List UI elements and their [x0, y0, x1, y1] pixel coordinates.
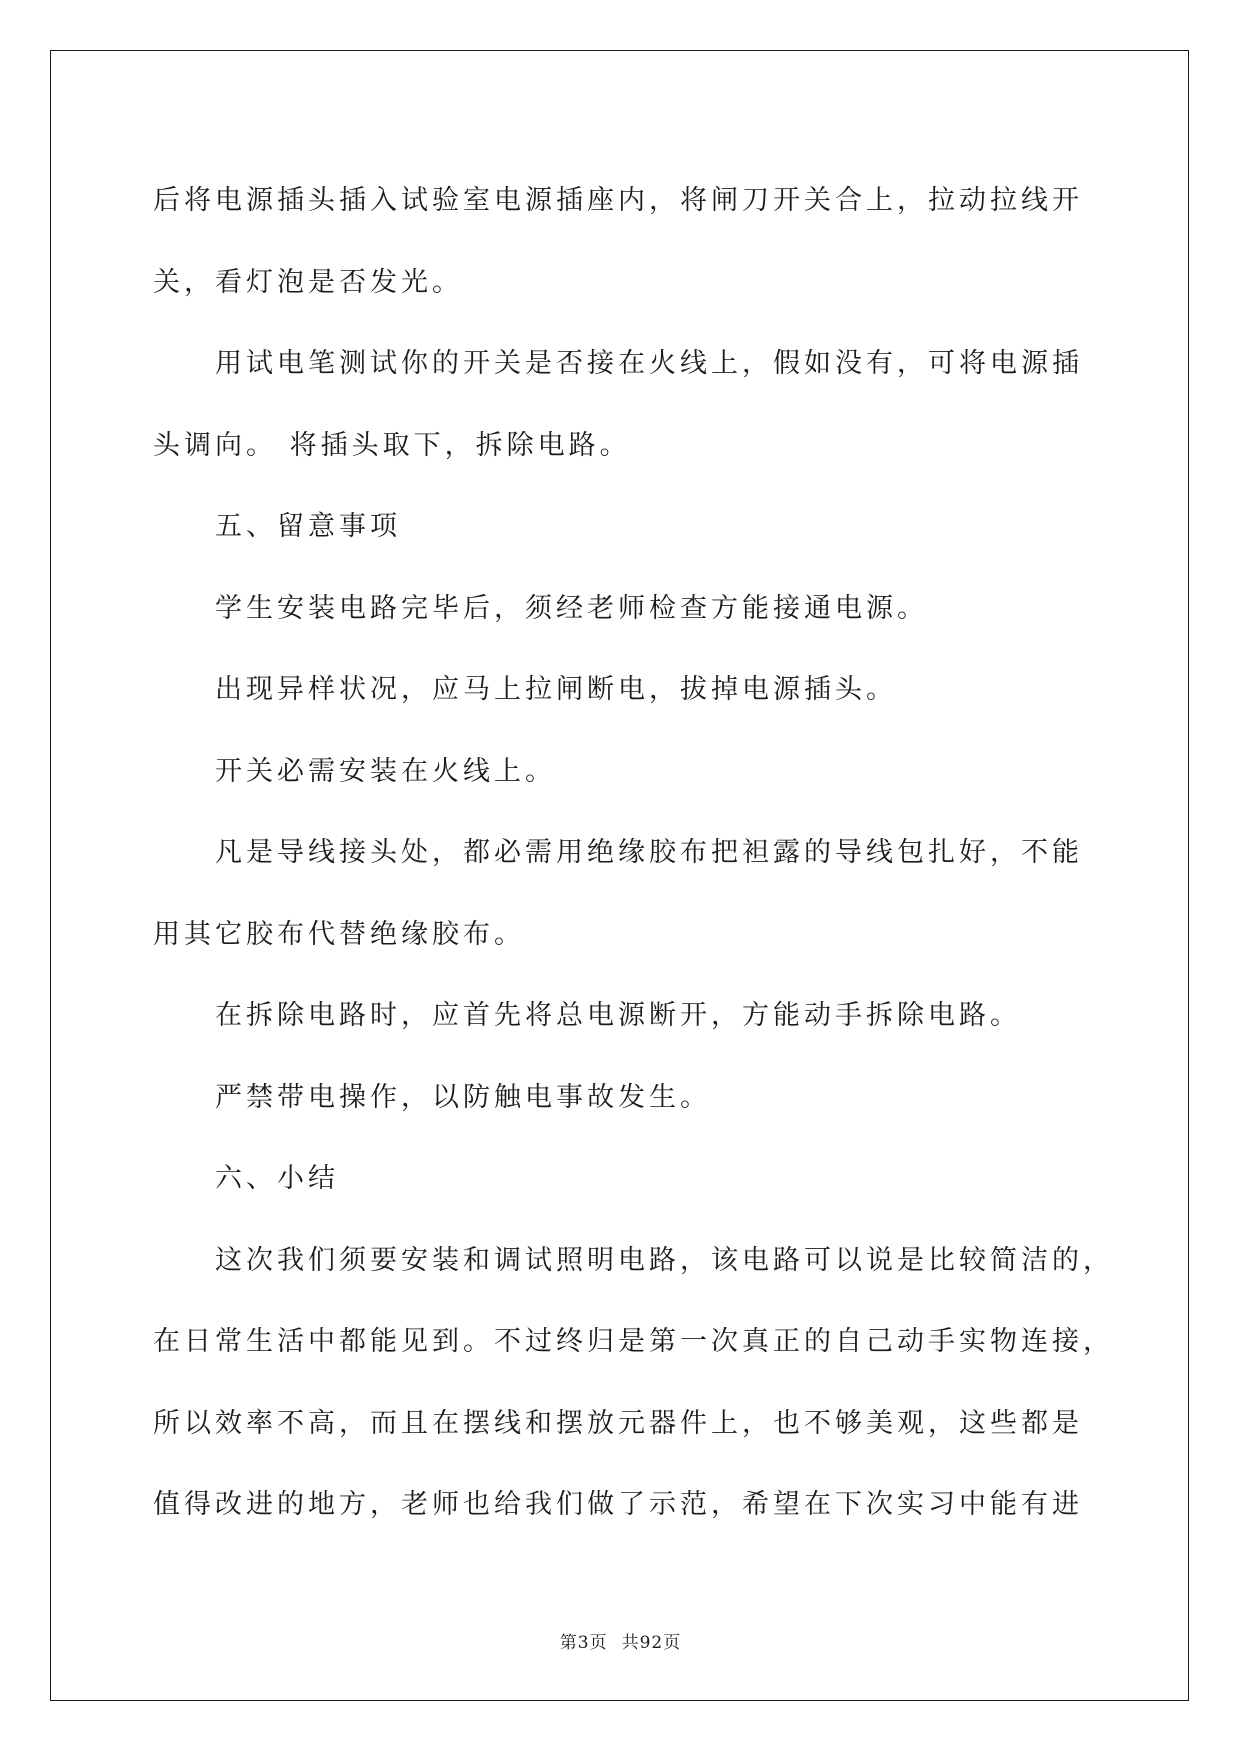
text-line: 学生安装电路完毕后，须经老师检查方能接通电源。	[215, 592, 928, 624]
section-heading: 五、留意事项	[215, 511, 401, 542]
text-line: 出现异样状况，应马上拉闸断电，拔掉电源插头。	[215, 674, 897, 705]
text-line: 这次我们须要安装和调试照明电路，该电路可以说是比较简洁的，	[215, 1244, 1114, 1276]
section-heading: 六、小结	[215, 1163, 339, 1194]
text-line: 关，看灯泡是否发光。	[153, 266, 463, 298]
text-line: 用试电笔测试你的开关是否接在火线上，假如没有，可将电源插	[215, 348, 1083, 379]
text-line: 头调向。 将插头取下，拆除电路。	[153, 429, 631, 461]
document-body	[153, 160, 1113, 1546]
text-line: 严禁带电操作，以防触电事故发生。	[215, 1081, 711, 1113]
page-footer	[0, 1628, 1241, 1653]
text-line: 值得改进的地方，老师也给我们做了示范，希望在下次实习中能有进	[153, 1489, 1083, 1520]
text-line: 用其它胶布代替绝缘胶布。	[153, 918, 525, 950]
page-number: 第3页	[559, 1633, 608, 1653]
page-total: 共92页	[621, 1633, 682, 1653]
text-line: 在日常生活中都能见到。不过终归是第一次真正的自己动手实物连接，	[153, 1326, 1114, 1357]
text-line: 后将电源插头插入试验室电源插座内，将闸刀开关合上，拉动拉线开	[153, 185, 1083, 216]
text-line: 所以效率不高，而且在摆线和摆放元器件上，也不够美观，这些都是	[153, 1407, 1083, 1439]
text-line: 凡是导线接头处，都必需用绝缘胶布把袒露的导线包扎好，不能	[215, 837, 1083, 868]
text-line: 在拆除电路时，应首先将总电源断开，方能动手拆除电路。	[215, 1000, 1021, 1031]
text-line: 开关必需安装在火线上。	[215, 755, 556, 787]
